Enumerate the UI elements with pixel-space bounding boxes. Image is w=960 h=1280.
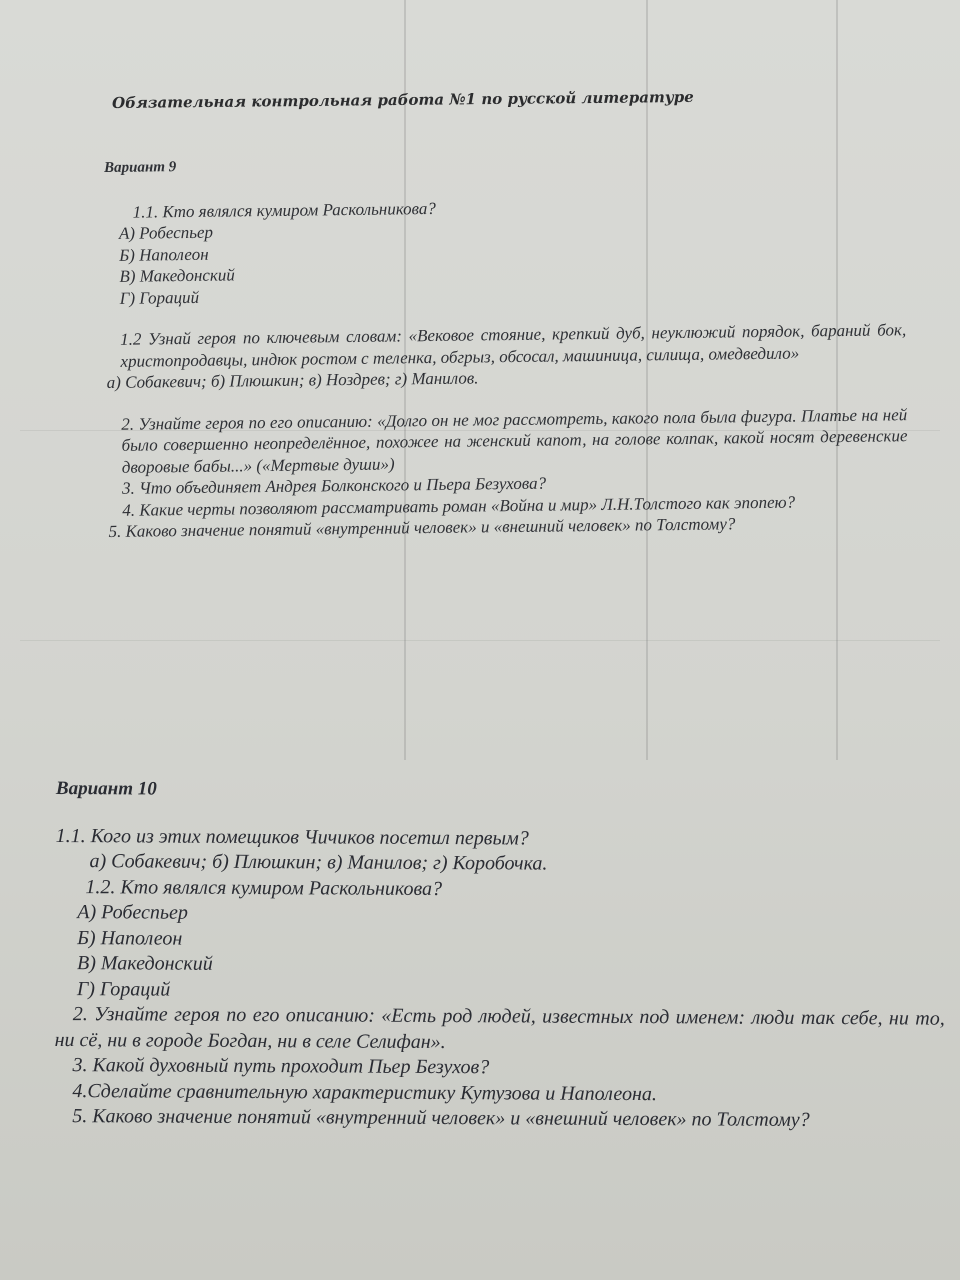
option: А) Робеспьер [118,222,214,243]
answer-options: а) Собакевич; б) Плюшкин; в) Манилов; г) Коробочка. [89,850,548,875]
variant-10-section [54,776,946,1134]
question-1-2: 1.2 Узнай героя по ключевым словам: «Вековое стояние, крепкий дуб, неуклюжий порядок, бараний бок, христопродавцы, индюк ростом с теленка, обгрыз, обсосал, машиница, силища, омедведило» [120,320,907,371]
scan-streak [20,640,940,641]
question-4: 4.Сделайте сравнительную характеристику Кутузова и Наполеона. [72,1079,658,1105]
option: А) Робеспьер [77,901,188,924]
question-1-2: 1.2. Кто являлся кумиром Раскольникова? [85,875,443,900]
option: Б) Наполеон [119,244,209,265]
option: В) Македонский [119,265,235,286]
option: Г) Гораций [119,287,200,308]
question-5: 5. Каково значение понятий «внутренний человек» и «внешний человек» по Толстому? [108,514,736,541]
variant-9-section [104,148,909,542]
option: В) Македонский [76,952,213,975]
question-1-1: 1.1. Кто являлся кумиром Раскольникова? [132,198,436,222]
question-1-1: 1.1. Кого из этих помещиков Чичиков посетил первым? [55,824,529,849]
option: Г) Гораций [76,977,171,1001]
variant-9-title: Вариант 9 [104,159,177,176]
question-4: 4. Какие черты позволяют рассматривать роман «Война и мир» Л.Н.Толстого как эпопею? [122,492,796,520]
option: Б) Наполеон [77,926,183,950]
question-2: 2. Узнайте героя по его описанию: «Долго он не мог рассмотреть, какого пола была фигура. Платье на ней было совершенно неопределённое, похожее на женский капот, на голове колпак, какой носят деревенские дворовые бабы...» («Мертвые души») [121,404,908,477]
question-5: 5. Каково значение понятий «внутренний человек» и «внешний человек» по Толстому? [72,1105,810,1131]
answer-options: а) Собакевич; б) Плюшкин; в) Ноздрев; г) Манилов. [106,368,479,392]
variant-10-title: Вариант 10 [55,778,157,800]
question-2: 2. Узнайте героя по его описанию: «Есть род людей, известных под именем: люди так себе, ни то, ни сё, ни в городе Богдан, ни в селе Селифан». [54,1003,945,1053]
question-3: 3. Какой духовный путь проходит Пьер Безухов? [72,1054,490,1079]
question-3: 3. Что объединяет Андрея Болконского и Пьера Безухова? [121,473,547,498]
document-header: Обязательная контрольная работа №1 по русской литературе [112,87,694,112]
